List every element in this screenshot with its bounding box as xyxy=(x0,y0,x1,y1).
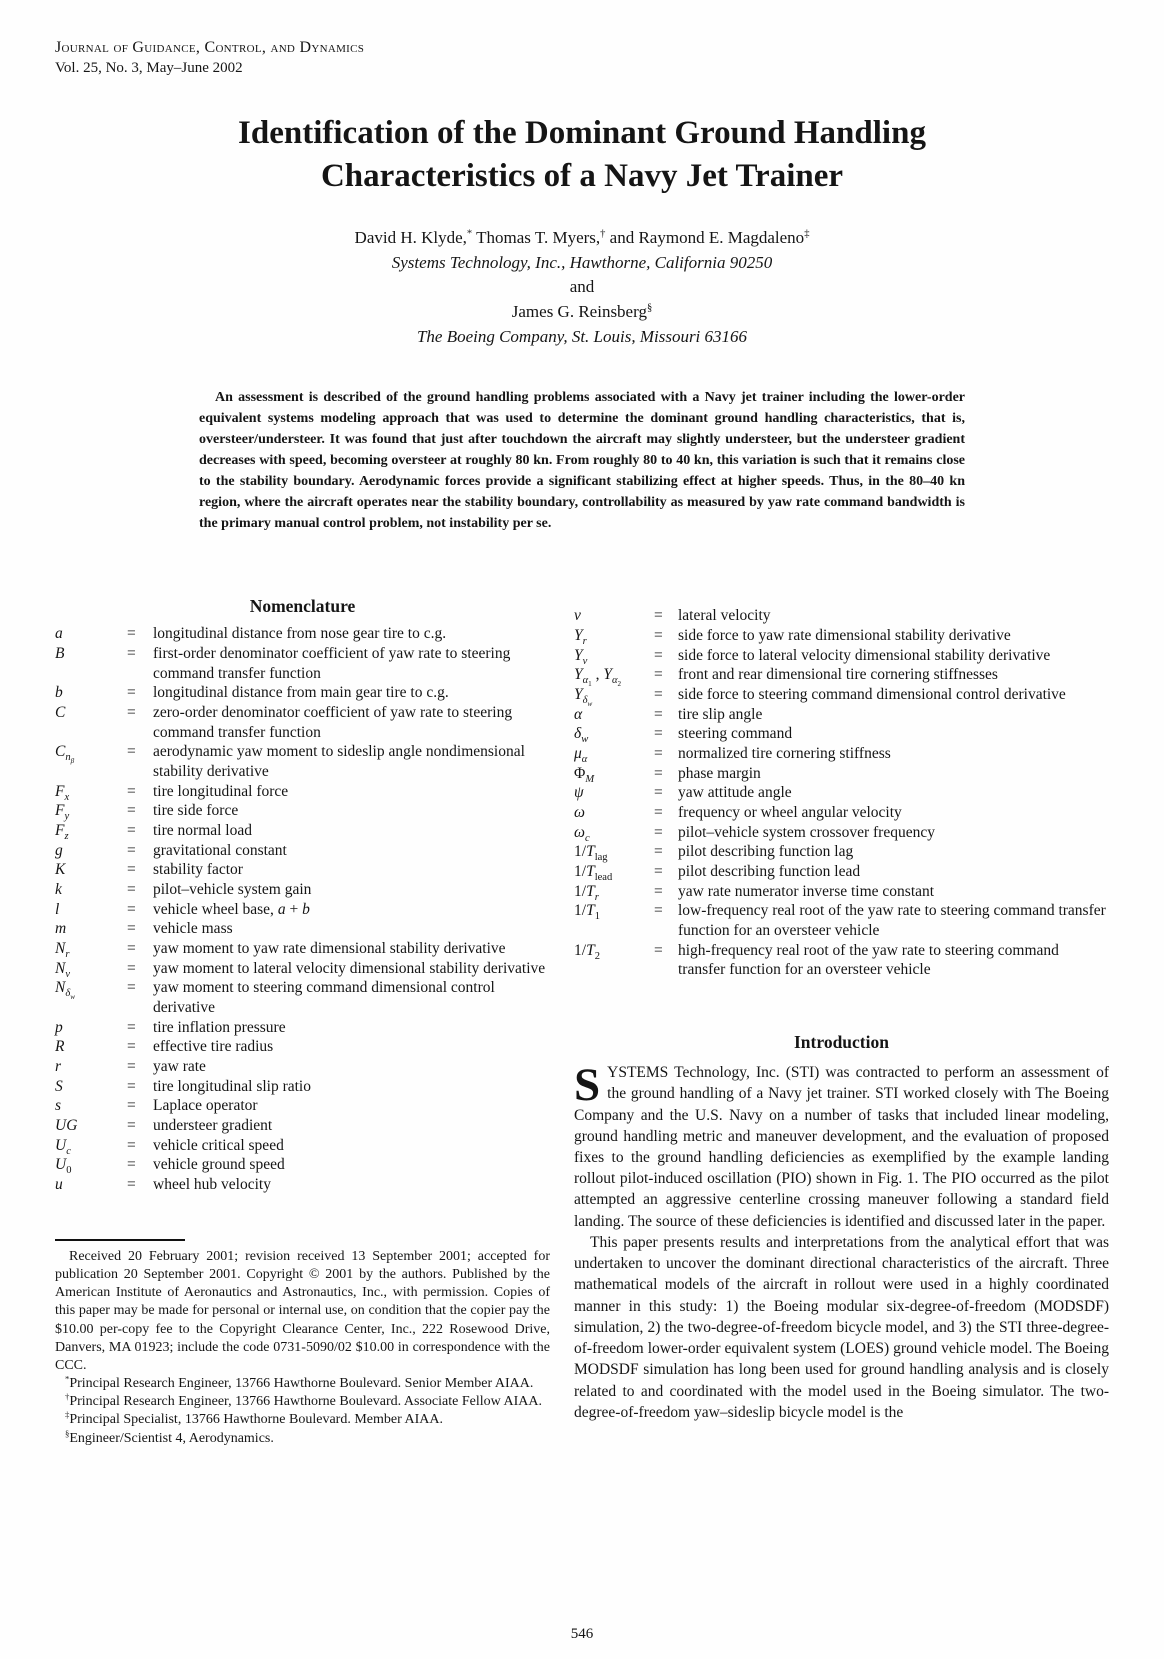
equals-sign: = xyxy=(127,959,136,977)
equals-sign: = xyxy=(654,902,663,920)
symbol-description: side force to lateral velocity dimensional stability derivative xyxy=(678,646,1051,664)
equals-sign: = xyxy=(127,684,136,702)
author-footnotes xyxy=(55,1375,550,1448)
symbol: $C_{n_\beta}$ xyxy=(55,743,75,766)
symbol: $Y_{\alpha_1}$ , $Y_{\alpha_2}$ xyxy=(574,666,622,689)
symbol-description: low-frequency real root of the yaw rate to steering command transfer function for an oversteer vehicle xyxy=(678,902,1106,940)
nomenclature-entry xyxy=(55,703,550,742)
equals-sign: = xyxy=(127,802,136,820)
nomenclature-entry xyxy=(55,1155,550,1175)
nomenclature-entry xyxy=(55,624,550,644)
symbol: $U_0$ xyxy=(55,1156,72,1177)
symbol-description: tire longitudinal slip ratio xyxy=(153,1077,311,1095)
page-number: 546 xyxy=(570,1626,594,1642)
nomenclature-entry xyxy=(55,860,550,880)
equals-sign: = xyxy=(127,979,136,997)
symbol: ω xyxy=(574,804,585,821)
symbol-description: yaw moment to lateral velocity dimensional stability derivative xyxy=(153,959,546,977)
introduction-heading: Introduction xyxy=(794,1032,889,1053)
right-column xyxy=(574,596,1109,1448)
journal-header xyxy=(55,38,1109,78)
symbol-description: lateral velocity xyxy=(678,607,771,625)
symbol: $N_r$ xyxy=(55,940,70,961)
symbol-description: tire slip angle xyxy=(678,705,763,723)
drop-cap: S xyxy=(574,1059,601,1112)
nomenclature-entry xyxy=(574,823,1109,843)
symbol: R xyxy=(55,1038,65,1056)
equals-sign: = xyxy=(654,784,663,802)
nomenclature-entry xyxy=(55,978,550,1017)
equals-sign: = xyxy=(654,626,663,644)
nomenclature-entry xyxy=(574,764,1109,784)
symbol-description: side force to steering command dimensional control derivative xyxy=(678,685,1066,703)
symbol: ψ xyxy=(574,784,584,802)
symbol: l xyxy=(55,900,60,918)
article-title-line2: Characteristics of a Navy Jet Trainer xyxy=(320,158,844,195)
equals-sign: = xyxy=(654,666,663,684)
equals-sign: = xyxy=(654,941,663,959)
received-footnote: Received 20 February 2001; revision received 13 September 2001; accepted for publication 20 September 2001. Copyright © 2001 by the authors. Published by the American Institute of Aeronautics and Astronautics, Inc., with permission. Copies of this paper may be made for personal or internal use, on condition that the copier pay the $10.00 per-copy fee to the Copyright Clearance Center, Inc., 222 Rosewood Drive, Danvers, MA 01923; include the code 0731-5090/02 $10.00 in correspondence with the CCC. xyxy=(55,1248,550,1373)
symbol-description: zero-order denominator coefficient of yaw rate to steering command transfer function xyxy=(153,703,513,741)
symbol: r xyxy=(55,1058,62,1076)
symbol-description: Laplace operator xyxy=(153,1097,258,1115)
symbol: a xyxy=(55,625,63,643)
symbol-description: gravitational constant xyxy=(153,841,287,859)
author-footnote: *Principal Research Engineer, 13766 Hawthorne Boulevard. Senior Member AIAA. xyxy=(65,1373,534,1392)
authors-line1: David H. Klyde,* Thomas T. Myers,† and Raymond E. Magdaleno‡ xyxy=(354,228,810,248)
nomenclature-right-list xyxy=(574,606,1109,980)
nomenclature-entry xyxy=(55,801,550,821)
symbol-description: vehicle ground speed xyxy=(153,1156,285,1174)
nomenclature-entry xyxy=(55,1018,550,1038)
article-title-line1: Identification of the Dominant Ground Handling xyxy=(238,115,926,152)
equals-sign: = xyxy=(127,782,136,800)
author-block xyxy=(55,226,1109,349)
nomenclature-entry xyxy=(574,646,1109,666)
equals-sign: = xyxy=(127,881,136,899)
authors-connector: and xyxy=(569,277,595,297)
symbol: $1/T_r$ xyxy=(574,882,599,903)
nomenclature-entry xyxy=(574,862,1109,882)
nomenclature-entry xyxy=(55,1136,550,1156)
nomenclature-entry xyxy=(55,1037,550,1057)
equals-sign: = xyxy=(127,1018,136,1036)
symbol: C xyxy=(55,703,66,721)
symbol: $\omega_c$ xyxy=(574,823,590,844)
footnote-marker: § xyxy=(65,1427,70,1438)
symbol: $U_c$ xyxy=(55,1136,71,1157)
symbol: S xyxy=(55,1077,63,1095)
symbol: m xyxy=(55,920,67,938)
equals-sign: = xyxy=(127,1117,136,1135)
symbol: g xyxy=(55,841,63,859)
nomenclature-entry xyxy=(55,742,550,781)
author-footnote: †Principal Research Engineer, 13766 Hawthorne Boulevard. Associate Fellow AIAA. xyxy=(65,1391,542,1410)
introduction-paragraph-2: This paper presents results and interpretations from the analytical effort that was undertaken to uncover the dominant directional characteristics of the aircraft. Three mathematical models of the aircraft in rollout were used in a highly coordinated manner in this study: 1) the Boeing modular six-degree-of-freedom (MODSDF) simulation, 2) the two-degree-of-freedom bicycle model, and 3) the STI three-degree-of-freedom lower-order equivalent system (LOES) ground vehicle model. The Boeing MODSDF simulation has long been used for ground handling analysis and is closely related to and coordinated with the model used in the Boeing simulator. The two-degree-of-freedom yaw–sideslip bicycle model is the xyxy=(574,1233,1109,1421)
authors-line2: James G. Reinsberg§ xyxy=(511,302,653,321)
nomenclature-entry xyxy=(55,782,550,802)
nomenclature-entry xyxy=(574,724,1109,744)
symbol-description: yaw moment to steering command dimensional control derivative xyxy=(153,979,495,1017)
equals-sign: = xyxy=(127,861,136,879)
equals-sign: = xyxy=(127,1058,136,1076)
nomenclature-entry xyxy=(574,626,1109,646)
symbol: $F_x$ xyxy=(55,782,70,803)
equals-sign: = xyxy=(127,841,136,859)
nomenclature-entry xyxy=(55,919,550,939)
nomenclature-entry xyxy=(55,821,550,841)
nomenclature-entry xyxy=(55,644,550,683)
nomenclature-left-list xyxy=(55,624,550,1194)
journal-name: Journal of Guidance, Control, and Dynamics xyxy=(55,39,365,56)
symbol: $Y_r$ xyxy=(574,626,587,648)
journal-volume-line: Vol. 25, No. 3, May–June 2002 xyxy=(55,59,243,76)
equals-sign: = xyxy=(654,863,663,881)
symbol-description: tire side force xyxy=(153,802,239,820)
equals-sign: = xyxy=(654,764,663,782)
equals-sign: = xyxy=(127,822,136,839)
nomenclature-entry xyxy=(55,1057,550,1077)
affiliation-2: The Boeing Company, St. Louis, Missouri 63166 xyxy=(416,326,748,346)
symbol: UG xyxy=(55,1117,78,1135)
symbol: $N_v$ xyxy=(55,959,71,980)
equals-sign: = xyxy=(127,1097,136,1115)
equals-sign: = xyxy=(654,705,663,723)
equals-sign: = xyxy=(127,1136,136,1154)
footnote-rule xyxy=(55,1239,185,1241)
nomenclature-entry xyxy=(55,1175,550,1195)
equals-sign: = xyxy=(127,1176,136,1194)
equals-sign: = xyxy=(654,823,663,841)
symbol-description: vehicle mass xyxy=(153,920,233,938)
nomenclature-entry xyxy=(55,1116,550,1136)
nomenclature-entry xyxy=(574,744,1109,764)
symbol-description: aerodynamic yaw moment to sideslip angle nondimensional stability derivative xyxy=(153,743,525,780)
nomenclature-entry xyxy=(55,900,550,920)
symbol-description: yaw rate xyxy=(153,1058,206,1076)
symbol-description: effective tire radius xyxy=(153,1038,274,1056)
author-footnote: §Engineer/Scientist 4, Aerodynamics. xyxy=(65,1427,274,1446)
nomenclature-entry xyxy=(574,705,1109,725)
nomenclature-entry xyxy=(55,880,550,900)
nomenclature-entry xyxy=(55,1096,550,1116)
nomenclature-heading: Nomenclature xyxy=(249,596,356,617)
symbol: B xyxy=(55,644,65,662)
equals-sign: = xyxy=(127,625,136,643)
equals-sign: = xyxy=(127,743,136,761)
symbol-description: tire normal load xyxy=(153,822,252,839)
nomenclature-entry xyxy=(574,842,1109,862)
equals-sign: = xyxy=(654,685,663,703)
symbol-description: understeer gradient xyxy=(153,1117,273,1135)
equals-sign: = xyxy=(654,804,663,821)
symbol-description: yaw attitude angle xyxy=(678,784,792,802)
equals-sign: = xyxy=(127,900,136,918)
nomenclature-entry xyxy=(55,683,550,703)
nomenclature-entry xyxy=(55,1077,550,1097)
symbol-description: tire inflation pressure xyxy=(153,1018,286,1036)
symbol-description: pilot–vehicle system gain xyxy=(153,881,312,899)
symbol: α xyxy=(574,705,583,723)
equals-sign: = xyxy=(127,1156,136,1174)
nomenclature-entry xyxy=(574,606,1109,626)
symbol-description: normalized tire cornering stiffness xyxy=(678,744,891,762)
symbol: v xyxy=(574,607,581,625)
affiliation-1: Systems Technology, Inc., Hawthorne, California 90250 xyxy=(391,252,773,272)
equals-sign: = xyxy=(127,1038,136,1056)
author-footnote: ‡Principal Specialist, 13766 Hawthorne Boulevard. Member AIAA. xyxy=(65,1409,443,1428)
nomenclature-entry xyxy=(574,783,1109,803)
footnote-block xyxy=(55,1239,550,1448)
equals-sign: = xyxy=(654,646,663,664)
two-column-body xyxy=(55,596,1109,1448)
symbol-description: front and rear dimensional tire cornering stiffnesses xyxy=(678,666,998,684)
symbol-description: first-order denominator coefficient of yaw rate to steering command transfer function xyxy=(153,644,511,682)
symbol-description: phase margin xyxy=(678,764,761,782)
nomenclature-entry xyxy=(574,665,1109,689)
symbol: $1/T_1$ xyxy=(574,902,600,923)
nomenclature-entry xyxy=(574,941,1109,980)
symbol: K xyxy=(55,861,66,879)
symbol: p xyxy=(55,1018,63,1036)
symbol-description: vehicle critical speed xyxy=(153,1136,284,1154)
symbol: $N_{\delta_w}$ xyxy=(55,979,76,1002)
symbol-description: side force to yaw rate dimensional stability derivative xyxy=(678,626,1011,644)
symbol: $\mu_\alpha$ xyxy=(574,744,588,766)
nomenclature-entry xyxy=(574,803,1109,823)
article-title xyxy=(55,112,1109,198)
symbol-description: steering command xyxy=(678,725,793,743)
symbol-description: yaw moment to yaw rate dimensional stability derivative xyxy=(153,940,506,958)
equals-sign: = xyxy=(127,703,136,721)
symbol: $1/T_2$ xyxy=(574,941,600,962)
introduction-paragraph-1-text: YSTEMS Technology, Inc. (STI) was contracted to perform an assessment of the ground handling of a Navy jet trainer. STI worked closely with The Boeing Company and the U.S. Navy on a number of tasks that included linear modeling, ground handling metric and maneuver development, and the evaluation of proposed fixes to the ground handling deficiencies as exemplified by the example landing rollout pilot-induced oscillation (PIO) shown in Fig. 1. The PIO occurred as the pilot attempted an aggressive centerline crossing maneuver following a standard field landing. The source of these deficiencies is identified and discussed later in the paper. xyxy=(574,1064,1109,1230)
symbol-description: stability factor xyxy=(153,861,243,879)
equals-sign: = xyxy=(654,607,663,625)
symbol-description: longitudinal distance from nose gear tire to c.g. xyxy=(153,625,447,643)
introduction-section xyxy=(574,1032,1109,1423)
symbol-description: vehicle wheel base, a + b xyxy=(153,900,310,918)
symbol: s xyxy=(55,1097,62,1115)
symbol: $\Phi_M$ xyxy=(574,764,595,785)
nomenclature-entry xyxy=(574,901,1109,940)
nomenclature-entry xyxy=(55,939,550,959)
symbol-description: longitudinal distance from main gear tire to c.g. xyxy=(153,684,449,702)
equals-sign: = xyxy=(654,744,663,762)
symbol-description: wheel hub velocity xyxy=(153,1176,271,1194)
symbol: $Y_{\delta_w}$ xyxy=(574,685,593,709)
symbol: u xyxy=(55,1176,63,1194)
equals-sign: = xyxy=(127,644,136,662)
symbol: $\delta_w$ xyxy=(574,725,589,746)
equals-sign: = xyxy=(127,1077,136,1095)
symbol: $1/T_{lead}$ xyxy=(574,863,613,884)
symbol-description: pilot describing function lead xyxy=(678,863,861,881)
nomenclature-entry xyxy=(55,841,550,861)
equals-sign: = xyxy=(127,920,136,938)
symbol: $1/T_{lag}$ xyxy=(574,843,608,864)
equals-sign: = xyxy=(654,843,663,861)
equals-sign: = xyxy=(654,725,663,743)
equals-sign: = xyxy=(127,940,136,958)
introduction-paragraph-1 xyxy=(574,1059,1109,1232)
footnote-marker: * xyxy=(65,1373,70,1384)
symbol-description: yaw rate numerator inverse time constant xyxy=(678,882,935,900)
symbol: $F_y$ xyxy=(55,802,70,823)
footnote-marker: ‡ xyxy=(65,1409,70,1420)
nomenclature-entry xyxy=(574,882,1109,902)
symbol: $Y_v$ xyxy=(574,646,588,667)
symbol-description: pilot describing function lag xyxy=(678,843,854,861)
symbol: b xyxy=(55,684,63,702)
symbol-description: tire longitudinal force xyxy=(153,782,289,800)
abstract: An assessment is described of the ground handling problems associated with a Navy jet trainer including the lower-order equivalent systems modeling approach that was used to determine the dominant ground handling characteristics, that is, oversteer/understeer. It was found that just after touchdown the aircraft may slightly understeer, but the understeer gradient decreases with speed, becoming oversteer at roughly 80 kn. From roughly 80 to 40 kn, this variation is such that it remains close to the stability boundary. Aerodynamic forces provide a significant stabilizing effect at higher speeds. Thus, in the 80–40 kn region, where the aircraft operates near the stability boundary, controllability as measured by yaw rate command bandwidth is the primary manual control problem, not instability per se. xyxy=(199,390,965,532)
symbol-description: frequency or wheel angular velocity xyxy=(678,804,902,821)
nomenclature-entry xyxy=(55,959,550,979)
symbol: k xyxy=(55,881,62,899)
symbol-description: high-frequency real root of the yaw rate to steering command transfer function for an oversteer vehicle xyxy=(678,941,1059,979)
symbol: $F_z$ xyxy=(55,822,69,843)
footnote-marker: † xyxy=(65,1391,70,1402)
symbol-description: pilot–vehicle system crossover frequency xyxy=(678,823,935,841)
nomenclature-entry xyxy=(574,685,1109,709)
equals-sign: = xyxy=(654,882,663,900)
left-column xyxy=(55,596,550,1448)
